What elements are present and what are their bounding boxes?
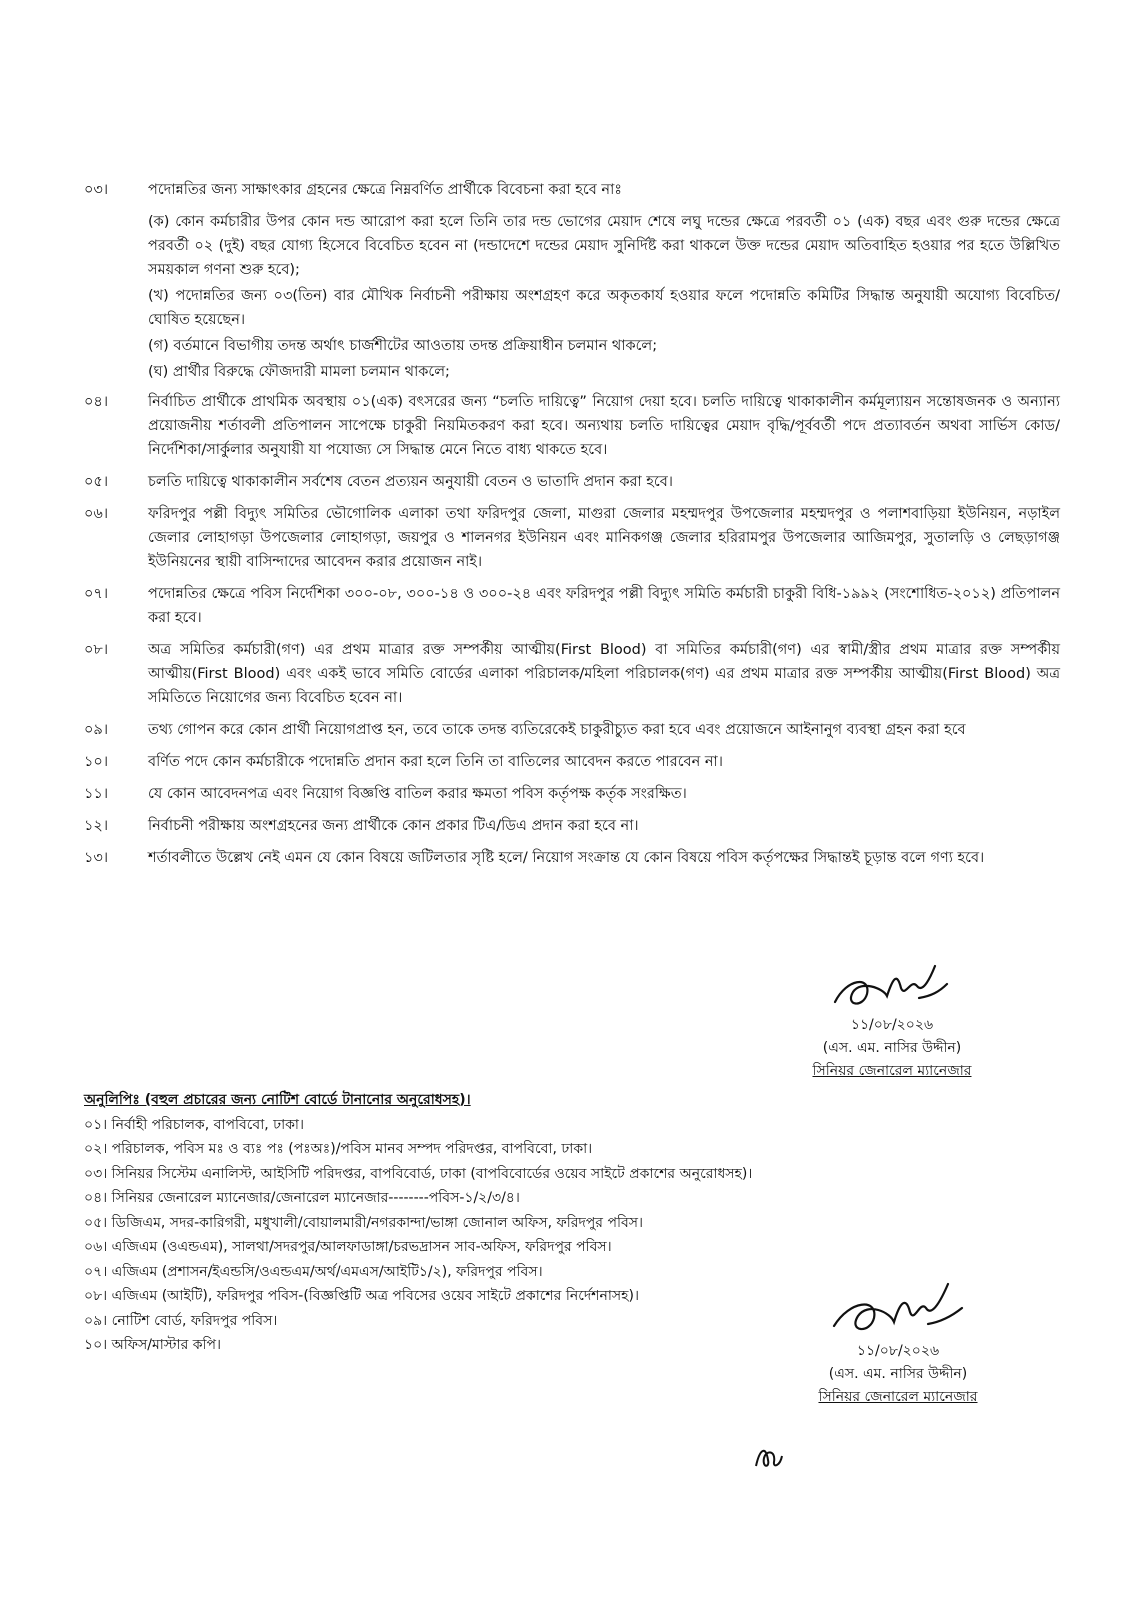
signature-date: ১১/০৮/২০২৬ — [856, 1343, 940, 1359]
clause-text: চলতি দায়িত্বে থাকাকালীন সর্বশেষ বেতন প্রত্যয়ন অনুযায়ী বেতন ও ভাতাদি প্রদান করা হবে। — [148, 474, 673, 490]
conditions-list — [84, 178, 1060, 878]
clause-number: ০৭। — [84, 586, 109, 602]
clause-13 — [84, 846, 1060, 870]
clause-number: ১৩। — [84, 850, 109, 866]
clause-05 — [84, 470, 1060, 494]
copy-item: ০৯। নোটিশ বোর্ড, ফরিদপুর পবিস। — [84, 1312, 278, 1329]
clause-text: তথ্য গোপন করে কোন প্রার্থী নিয়োগপ্রাপ্ত হন, তবে তাকে তদন্ত ব্যতিরেকেই চাকুরীচ্যুত করা হবে এবং প্রয়োজনে আইনানুগ ব্যবস্থা গ্রহন করা হবে — [148, 722, 966, 738]
clause-number: ০৫। — [84, 474, 109, 490]
clause-number: ০৮। — [84, 642, 109, 658]
clause-number: ০৬। — [84, 506, 109, 522]
clause-10 — [84, 750, 1060, 774]
clause-06 — [84, 502, 1060, 574]
signature-date: ১১/০৮/২০২৬ — [850, 1017, 934, 1033]
initial-stamp-icon — [752, 1442, 786, 1472]
copy-item: ০২। পরিচালক, পবিস মঃ ও ব্যঃ পঃ (পঃঅঃ)/পবিস মানব সম্পদ পরিদপ্তর, বাপবিবো, ঢাকা। — [84, 1141, 593, 1157]
clause-text: অত্র সমিতির কর্মচারী(গণ) এর প্রথম মাত্রার রক্ত সম্পর্কীয় আত্মীয়(First Blood) বা সমিতির কর্মচারী(গণ) এর স্বামী/স্ত্রীর প্রথম মাত্রার রক্ত সম্পর্কীয় আত্মীয়(First Blood) এবং একই ভাবে সমিতি বোর্ডের এলাকা পরিচালক/মহিলা পরিচালক(গণ) এর প্রথম মাত্রার রক্ত সম্পর্কীয় আত্মীয়(First Blood) অত্র সমিতিতে নিয়োগের জন্য বিবেচিত হবেন না। — [148, 642, 1060, 706]
copy-item: ০৬। এজিএম (ওএন্ডএম), সালথা/সদরপুর/আলফাডাঙ্গা/চরভদ্রাসন সাব-অফিস, ফরিদপুর পবিস। — [84, 1239, 612, 1255]
signatory-title: সিনিয়র জেনারেল ম্যানেজার — [812, 1063, 972, 1079]
clause-number: ০৪। — [84, 394, 109, 410]
copy-item: ০৮। এজিএম (আইটি), ফরিদপুর পবিস-(বিজ্ঞপ্তিটি অত্র পবিসের ওয়েব সাইটে প্রকাশের নির্দেশনাসহ)। — [84, 1288, 639, 1304]
clause-text: পদোন্নতির ক্ষেত্রে পবিস নির্দেশিকা ৩০০-০৮, ৩০০-১৪ ও ৩০০-২৪ এবং ফরিদপুর পল্লী বিদ্যুৎ সমিতি কর্মচারী চাকুরী বিধি-১৯৯২ (সংশোধিত-২০১২) প্রতিপালন করা হবে। — [148, 586, 1060, 626]
clause-04 — [84, 390, 1060, 462]
clause-12 — [84, 814, 1060, 838]
signature-block-2 — [788, 1278, 1008, 1409]
clause-03 — [84, 178, 1060, 202]
clause-number: ১০। — [84, 754, 109, 770]
clause-number: ১১। — [84, 786, 109, 802]
copy-item: ১০। অফিস/মাস্টার কপি। — [84, 1337, 222, 1353]
copy-item: ০১। নির্বাহী পরিচালক, বাপবিবো, ঢাকা। — [84, 1116, 304, 1133]
clause-07 — [84, 582, 1060, 630]
signatory-name: (এস. এম. নাসির উদ্দীন) — [822, 1040, 962, 1056]
clause-11 — [84, 782, 1060, 806]
subclause-gha: (ঘ) প্রার্থীর বিরুদ্ধে ফৌজদারী মামলা চলমান থাকলে; — [148, 364, 450, 380]
copy-item: ০৭। এজিএম (প্রশাসন/ইএন্ডসি/ওএন্ডএম/অর্থ/এমএস/আইটি১/২), ফরিদপুর পবিস। — [84, 1263, 543, 1280]
signatory-name: (এস. এম. নাসির উদ্দীন) — [828, 1366, 968, 1382]
copy-item: ০৫। ডিজিএম, সদর-কারিগরী, মধুখালী/বোয়ালমারী/নগরকান্দা/ভাঙ্গা জোনাল অফিস, ফরিদপুর পবিস। — [84, 1214, 644, 1231]
clause-text: যে কোন আবেদনপত্র এবং নিয়োগ বিজ্ঞপ্তি বাতিল করার ক্ষমতা পবিস কর্তৃপক্ষ কর্তৃক সংরক্ষিত। — [148, 786, 687, 802]
copy-item: ০৩। সিনিয়র সিস্টেম এনালিস্ট, আইসিটি পরিদপ্তর, বাপবিবোর্ড, ঢাকা (বাপবিবোর্ডের ওয়েব সাইটে প্রকাশের অনুরোধসহ)। — [84, 1165, 753, 1182]
subclause-kha: (খ) পদোন্নতির জন্য ০৩(তিন) বার মৌখিক নির্বাচনী পরীক্ষায় অংশগ্রহণ করে অকৃতকার্য হওয়ার ফলে পদোন্নতি কমিটির সিদ্ধান্ত অনুযায়ী অযোগ্য বিবেচিত/ঘোষিত হয়েছেন। — [148, 288, 1060, 328]
clause-text: পদোন্নতির জন্য সাক্ষাৎকার গ্রহনের ক্ষেত্রে নিম্নবর্ণিত প্রার্থীকে বিবেচনা করা হবে নাঃ — [148, 182, 622, 198]
clause-text: শর্তাবলীতে উল্লেখ নেই এমন যে কোন বিষয়ে জটিলতার সৃষ্টি হলে/ নিয়োগ সংক্রান্ত যে কোন বিষয়ে পবিস কর্তৃপক্ষের সিদ্ধান্তই চূড়ান্ত বলে গণ্য হবে। — [148, 850, 985, 866]
subclause-ga: (গ) বর্তমানে বিভাগীয় তদন্ত অর্থাৎ চার্জশীটের আওতায় তদন্ত প্রক্রিয়াধীন চলমান থাকলে; — [148, 338, 658, 354]
copy-item: ০৪। সিনিয়র জেনারেল ম্যানেজার/জেনারেল ম্যানেজার--------পবিস-১/২/৩/৪। — [84, 1190, 520, 1206]
signature-scribble — [828, 1278, 968, 1340]
clause-number: ০৯। — [84, 722, 109, 738]
clause-text: বর্ণিত পদে কোন কর্মচারীকে পদোন্নতি প্রদান করা হলে তিনি তা বাতিলের আবেদন করতে পারবেন না। — [148, 754, 723, 770]
clause-number: ০৩। — [84, 182, 109, 198]
clause-text: ফরিদপুর পল্লী বিদ্যুৎ সমিতির ভৌগোলিক এলাকা তথা ফরিদপুর জেলা, মাগুরা জেলার মহম্মদপুর উপজেলার মহম্মদপুর ও পলাশবাড়িয়া ইউনিয়ন, নড়াইল জেলার লোহাগড়া উপজেলার লোহাগড়া, জয়পুর ও শালনগর ইউনিয়ন এবং মানিকগঞ্জ জেলার হরিরামপুর উপজেলার আজিমপুর, সুতালড়ি ও লেছড়াগঞ্জ ইউনিয়নের স্থায়ী বাসিন্দাদের আবেদন করার প্রয়োজন নাই। — [148, 506, 1060, 570]
clause-text: নির্বাচিত প্রার্থীকে প্রাথমিক অবস্থায় ০১(এক) বৎসরের জন্য “চলতি দায়িত্বে” নিয়োগ দেয়া হবে। চলতি দায়িত্বে থাকাকালীন কর্মমূল্যায়ন সন্তোষজনক ও অন্যান্য প্রয়োজনীয় শর্তাবলী প্রতিপালন সাপেক্ষে চাকুরী নিয়মিতকরণ করা হবে। অন্যথায় চলতি দায়িত্বের মেয়াদ বৃদ্ধি/পূর্ববর্তী পদে প্রত্যাবর্তন অথবা সার্ভিস কোড/নির্দেশিকা/সার্কুলার অনুযায়ী যা পযোজ্য সে সিদ্ধান্ত মেনে নিতে বাধ্য থাকতে হবে। — [148, 394, 1060, 458]
signature-block-1 — [782, 958, 1002, 1083]
signature-scribble — [827, 958, 957, 1014]
clause-number: ১২। — [84, 818, 109, 834]
signatory-title: সিনিয়র জেনারেল ম্যানেজার — [818, 1389, 978, 1405]
clause-08 — [84, 638, 1060, 710]
clause-text: নির্বাচনী পরীক্ষায় অংশগ্রহনের জন্য প্রার্থীকে কোন প্রকার টিএ/ডিএ প্রদান করা হবে না। — [148, 818, 639, 834]
clause-09 — [84, 718, 1060, 742]
copy-heading: অনুলিপিঃ (বহুল প্রচারের জন্য নোটিশ বোর্ডে টানানোর অনুরোধসহ)। — [84, 1092, 471, 1108]
subclause-ka: (ক) কোন কর্মচারীর উপর কোন দন্ড আরোপ করা হলে তিনি তার দন্ড ভোগের মেয়াদ শেষে লঘু দন্ডের ক্ষেত্রে পরবর্তী ০১ (এক) বছর এবং গুরু দন্ডের ক্ষেত্রে পরবর্তী ০২ (দুই) বছর যোগ্য হিসেবে বিবেচিত হবেন না (দন্ডাদেশে দন্ডের মেয়াদ সুনির্দিষ্ট করা থাকলে উক্ত দন্ডের মেয়াদ অতিবাহিত হওয়ার পর হতে উল্লিখিত সময়কাল গণনা শুরু হবে); — [148, 214, 1060, 278]
